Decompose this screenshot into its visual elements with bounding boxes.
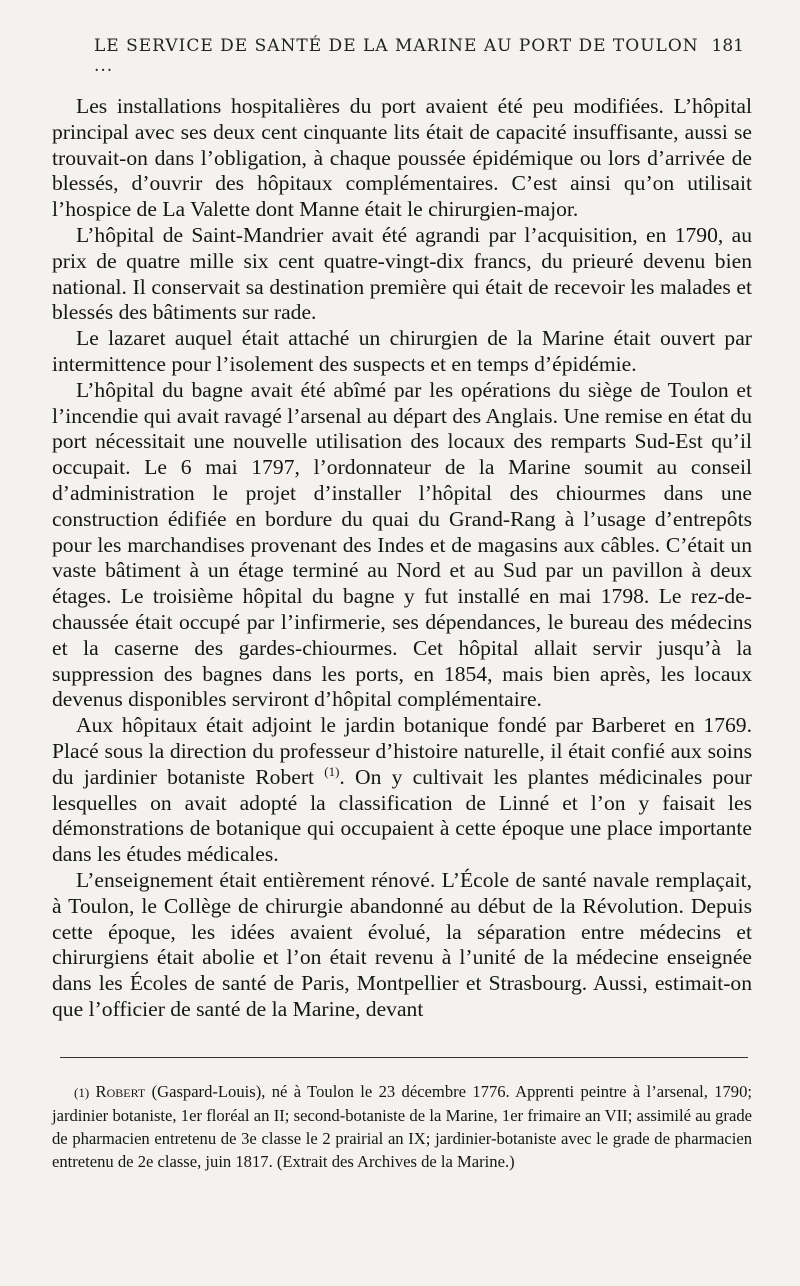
paragraph-2: L’hôpital de Saint-Mandrier avait été agrandi par l’acquisition, en 1790, au prix de quatre mille six cent quatre-vingt-dix francs, du prieuré devenu bien national. Il conservait sa destination première qui était de recevoir les malades et blessés des bâtiments sur rade. bbox=[52, 222, 752, 325]
paragraph-1: Les installations hospitalières du port avaient été peu modifiées. L’hôpital principal avec ses deux cent cinquante lits était de capacité insuffisante, aussi se trouvait-on dans l’obligation, à chaque poussée épidémique ou lors d’arrivée de blessés, d’ouvrir des hôpitaux complémentaires. C’est ainsi qu’on utilisait l’hospice de La Valette dont Manne était le chirurgien-major. bbox=[52, 94, 752, 222]
footnote-reference[interactable]: (1) bbox=[324, 763, 340, 779]
paragraph-5 bbox=[52, 713, 752, 868]
paragraph-5-before-note: Aux hôpitaux était adjoint le jardin botanique fondé par Barberet en 1769. Placé sous la direction du professeur d’histoire naturelle, il était confié aux soins du jardinier botaniste Robert bbox=[52, 713, 752, 789]
running-header bbox=[94, 36, 752, 76]
footnote-text: (Gaspard-Louis), né à Toulon le 23 décembre 1776. Apprenti peintre à l’arsenal, 1790; jardinier botaniste, 1er floréal an II; second-botaniste de la Marine, 1er frimaire an VII; assimilé au grade de pharmacien entretenu de 3e classe le 2 prairial an IX; jardinier-botaniste avec le grade de pharmacien entretenu de 2e classe, juin 1817. (Extrait des Archives de la Marine.) bbox=[52, 1081, 752, 1171]
page-number: 181 bbox=[711, 36, 744, 56]
paragraph-5-after-note: . On y cultivait les plantes médicinales pour lesquelles on avait adopté la classification de Linné et l’on y faisait les démonstrations de botanique qui occupaient à cette époque une place importante dans les études médicales. bbox=[52, 764, 752, 867]
body-text bbox=[52, 94, 752, 1023]
running-title: LE SERVICE DE SANTÉ DE LA MARINE AU PORT DE TOULON ... bbox=[94, 36, 699, 76]
footnote-marker: (1) bbox=[74, 1084, 90, 1100]
paragraph-4: L’hôpital du bagne avait été abîmé par les opérations du siège de Toulon et l’incendie qui avait ravagé l’arsenal au départ des Anglais. Une remise en état du port nécessitait une nouvelle utilisation des locaux des remparts Sud-Est qu’il occupait. Le 6 mai 1797, l’ordonnateur de la Marine soumit au conseil d’administration le projet d’installer l’hôpital des chiourmes dans une construction édifiée en bordure du quai du Grand-Rang à l’usage d’entrepôts pour les marchandises provenant des Indes et de magasins aux câbles. C’était un vaste bâtiment à un étage terminé au Nord et au Sud par un pavillon à deux étages. Le troisième hôpital du bagne y fut installé en mai 1798. Le rez-de-chaussée était occupé par l’infirmerie, ses dépendances, le bureau des médecins et la caserne des gardes-chiourmes. Cet hôpital allait servir jusqu’à la suppression des bagnes dans les ports, en 1854, mais bien après, les locaux devenus disponibles serviront d’hôpital complémentaire. bbox=[52, 377, 752, 712]
paragraph-6: L’enseignement était entièrement rénové. L’École de santé navale remplaçait, à Toulon, le Collège de chirurgie abandonné au début de la Révolution. Depuis cette époque, les idées avaient évolué, la séparation entre médecins et chirurgiens était abolie et l’on était revenu à l’unité de la médecine enseignée dans les Écoles de santé de Paris, Montpellier et Strasbourg. Aussi, estimait-on que l’officier de santé de la Marine, devant bbox=[52, 867, 752, 1021]
footnote bbox=[52, 1080, 752, 1173]
paragraph-3: Le lazaret auquel était attaché un chirurgien de la Marine était ouvert par intermittence pour l’isolement des suspects et en temps d’épidémie. bbox=[52, 326, 752, 376]
footnote-divider bbox=[60, 1057, 748, 1058]
footnote-name: Robert bbox=[95, 1081, 146, 1101]
